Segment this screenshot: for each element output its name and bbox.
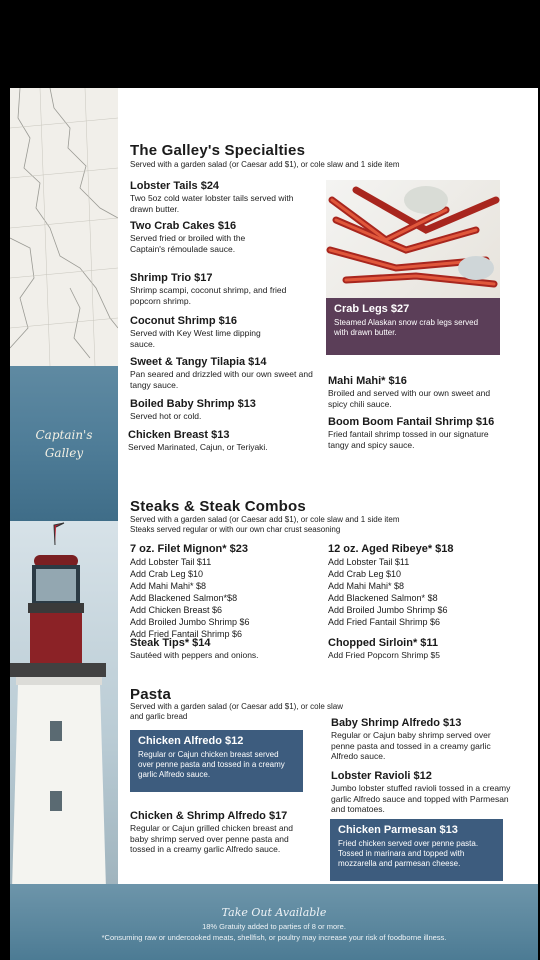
addon-item: Add Mahi Mahi* $8: [130, 581, 207, 591]
item-title: Steak Tips* $14: [130, 637, 211, 649]
item-description: Broiled and served with our own sweet and spicy chili sauce.: [328, 388, 491, 409]
item-title: 7 oz. Filet Mignon* $23: [130, 543, 248, 555]
take-out-title: Take Out Available: [221, 906, 327, 919]
captains-galley-panel: [10, 366, 118, 521]
item-title: Chopped Sirloin* $11: [328, 637, 439, 649]
crab-legs-box: [326, 298, 500, 355]
item-title: Chicken Breast $13: [128, 429, 230, 441]
lighthouse-image: [10, 521, 118, 889]
item-title: Crab Legs $27: [334, 303, 410, 315]
addon-item: Add Lobster Tail $11: [328, 557, 410, 567]
item-description: Sautéed with peppers and onions.: [130, 650, 259, 660]
item-title: Chicken Parmesan $13: [338, 824, 458, 836]
item-title: Chicken & Shrimp Alfredo $17: [130, 810, 288, 822]
baby-shrimp-alfredo-item: [331, 717, 513, 762]
steaks-title: Steaks & Steak Combos: [130, 498, 306, 515]
chicken-parmesan-box: [330, 819, 503, 881]
menu-item: [328, 375, 493, 409]
item-title: Mahi Mahi* $16: [328, 375, 407, 387]
pasta-title: Pasta: [130, 686, 172, 703]
item-description: Jumbo lobster stuffed ravioli tossed in a creamy garlic Alfredo sauce and topped with Parmesan and tomatoes.: [331, 783, 511, 814]
item-description: Two 5oz cold water lobster tails served with drawn butter.: [130, 193, 294, 214]
captains-galley-title: Captain's Galley: [35, 427, 93, 460]
item-title: Boiled Baby Shrimp $13: [130, 398, 256, 410]
item-description: Served with Key West lime dipping sauce.: [130, 328, 261, 349]
lobster-ravioli-item: [331, 770, 513, 815]
steaks-subtitle-2: Steaks served regular or with our own char crust seasoning: [130, 525, 341, 534]
item-title: Lobster Tails $24: [130, 180, 220, 192]
food-safety-warning: *Consuming raw or undercooked meats, shellfish, or poultry may increase your risk of foodborne illness.: [101, 933, 447, 942]
item-description: Served hot or cold.: [130, 411, 202, 421]
menu-item: [130, 398, 315, 422]
item-description: Steamed Alaskan snow crab legs served with drawn butter.: [334, 318, 479, 337]
menu-item: [128, 429, 318, 453]
item-description: Fried fantail shrimp tossed in our signature tangy and spicy sauce.: [328, 429, 489, 450]
crab-legs-photo: [326, 180, 500, 298]
menu-item: [130, 220, 252, 254]
addon-item: Add Lobster Tail $11: [130, 557, 212, 567]
item-description: Served Marinated, Cajun, or Teriyaki.: [128, 442, 268, 452]
addon-item: Add Fried Fantail Shrimp $6: [130, 629, 243, 639]
item-description: Pan seared and drizzled with our own sweet and tangy sauce.: [130, 369, 313, 390]
steaks-subtitle: Served with a garden salad (or Caesar add $1), or cole slaw and 1 side item: [130, 515, 400, 524]
steak-tips-item: [130, 637, 320, 661]
addon-item: Add Blackened Salmon* $8: [328, 593, 438, 603]
gratuity-note: 18% Gratuity added to parties of 8 or more.: [202, 922, 346, 931]
specialties-title: The Galley's Specialties: [130, 142, 306, 159]
item-title: 12 oz. Aged Ribeye* $18: [328, 543, 454, 555]
item-description: Add Fried Popcorn Shrimp $5: [328, 650, 440, 660]
menu-item: [130, 315, 280, 349]
addon-item: Add Crab Leg $10: [328, 569, 402, 579]
addon-item: Add Broiled Jumbo Shrimp $6: [130, 617, 250, 627]
addon-item: Add Chicken Breast $6: [130, 605, 223, 615]
item-description: Shrimp scampi, coconut shrimp, and fried popcorn shrimp.: [130, 285, 287, 306]
addon-item: Add Broiled Jumbo Shrimp $6: [328, 605, 448, 615]
addon-item: Add Fried Fantail Shrimp $6: [328, 617, 441, 627]
menu-item: [130, 356, 315, 390]
item-title: Baby Shrimp Alfredo $13: [331, 717, 462, 729]
map-illustration: [10, 88, 118, 366]
item-title: Chicken Alfredo $12: [138, 735, 244, 747]
chopped-sirloin-item: [328, 637, 518, 661]
addon-item: Add Mahi Mahi* $8: [328, 581, 405, 591]
pasta-subtitle: Served with a garden salad (or Caesar add $1), or cole slaw and garlic bread: [130, 702, 343, 721]
item-title: Lobster Ravioli $12: [331, 770, 432, 782]
item-description: Fried chicken served over penne pasta. Tossed in marinara and topped with mozzarella and parmesan cheese.: [338, 839, 479, 868]
filet-mignon-block: [130, 543, 320, 640]
item-title: Two Crab Cakes $16: [130, 220, 237, 232]
addon-item: Add Crab Leg $10: [130, 569, 204, 579]
menu-page: [10, 88, 538, 960]
menu-item: [328, 416, 508, 450]
item-title: Coconut Shrimp $16: [130, 315, 237, 327]
item-description: Regular or Cajun baby shrimp served over penne pasta and tossed in a creamy garlic Alfredo sauce.: [331, 730, 491, 761]
chicken-alfredo-box: [130, 730, 303, 792]
addon-item: Add Blackened Salmon*$8: [130, 593, 238, 603]
item-title: Shrimp Trio $17: [130, 272, 213, 284]
item-description: Regular or Cajun chicken breast served over penne pasta and tossed in a creamy garlic Alfredo sauce.: [138, 750, 285, 779]
item-description: Served fried or broiled with the Captain's rémoulade sauce.: [130, 233, 246, 254]
item-title: Boom Boom Fantail Shrimp $16: [328, 416, 495, 428]
item-description: Regular or Cajun grilled chicken breast and baby shrimp served over penne pasta and tossed in a creamy garlic Alfredo sauce.: [130, 823, 294, 854]
chicken-shrimp-alfredo-item: [130, 810, 310, 855]
item-title: Sweet & Tangy Tilapia $14: [130, 356, 267, 368]
specialties-subtitle: Served with a garden salad (or Caesar add $1), or cole slaw and 1 side item: [130, 160, 400, 169]
ribeye-block: [328, 543, 518, 628]
menu-footer: [10, 884, 538, 960]
menu-item: [130, 272, 295, 306]
menu-item: [130, 180, 310, 214]
